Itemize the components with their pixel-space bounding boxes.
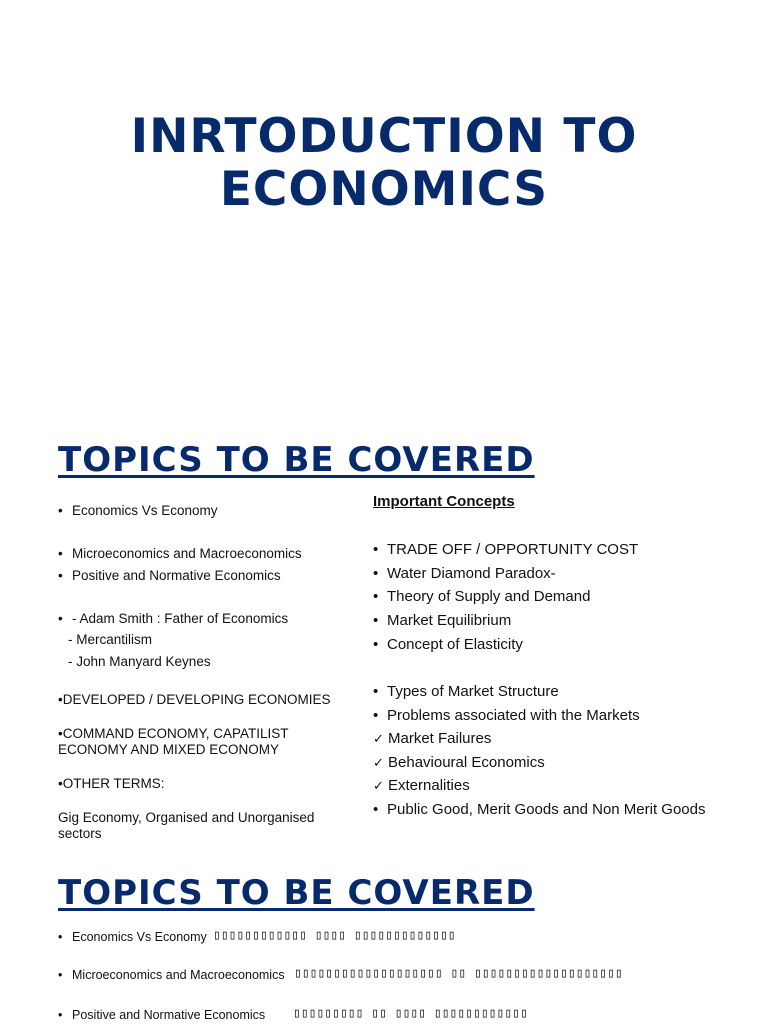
concepts-title: Important Concepts [373,493,515,510]
topics-heading-2: TOPICS TO BE COVERED [58,873,535,913]
concept-item: • Water Diamond Paradox- [373,565,556,583]
topic-translation: ▯▯▯▯▯▯▯▯▯▯▯▯ ▯▯▯▯ ▯▯▯▯▯▯▯▯▯▯▯▯▯ [213,928,456,943]
topic-subitem: - John Manyard Keynes [68,654,211,669]
topic-item: •DEVELOPED / DEVELOPING ECONOMIES [58,692,331,707]
concept-item: • Market Equilibrium [373,612,511,630]
concept-item: • TRADE OFF / OPPORTUNITY COST [373,541,638,559]
topic-item: • Positive and Normative Economics [58,568,281,584]
topic-translation: ▯▯▯▯▯▯▯▯▯ ▯▯ ▯▯▯▯ ▯▯▯▯▯▯▯▯▯▯▯▯ [293,1006,528,1021]
topic-subitem: - Mercantilism [68,632,153,647]
topic-item: • Economics Vs Economy [58,929,207,945]
concept-item-checked: ✓ Market Failures [373,730,491,748]
concept-item: • Public Good, Merit Goods and Non Merit Goods [373,801,706,819]
slide-title-line1: INRTODUCTION TO [130,109,638,164]
concept-item: • Concept of Elasticity [373,636,523,654]
topic-translation: ▯▯▯▯▯▯▯▯▯▯▯▯▯▯▯▯▯▯▯ ▯▯ ▯▯▯▯▯▯▯▯▯▯▯▯▯▯▯▯▯▯▯ [294,966,623,981]
concept-item-checked: ✓ Externalities [373,777,470,795]
topic-item: • Microeconomics and Macroeconomics [58,967,285,983]
concept-item-checked: ✓ Behavioural Economics [373,754,545,772]
concept-item: • Theory of Supply and Demand [373,588,590,606]
topic-item: •COMMAND ECONOMY, CAPATILIST ECONOMY AND MIXED ECONOMY [58,726,289,757]
concept-item: • Types of Market Structure [373,683,559,701]
slide-title-line2: ECONOMICS [219,162,549,217]
concept-item: • Problems associated with the Markets [373,707,640,725]
topic-item: •OTHER TERMS: [58,776,165,791]
topic-item: Gig Economy, Organised and Unorganised sectors [58,810,315,841]
topics-heading: TOPICS TO BE COVERED [58,440,535,480]
topic-item: • Positive and Normative Economics [58,1007,265,1023]
topic-item: • - Adam Smith : Father of Economics [58,611,288,627]
topic-item: • Microeconomics and Macroeconomics [58,546,302,562]
slide-title [0,110,768,216]
topic-item: • Economics Vs Economy [58,503,218,519]
